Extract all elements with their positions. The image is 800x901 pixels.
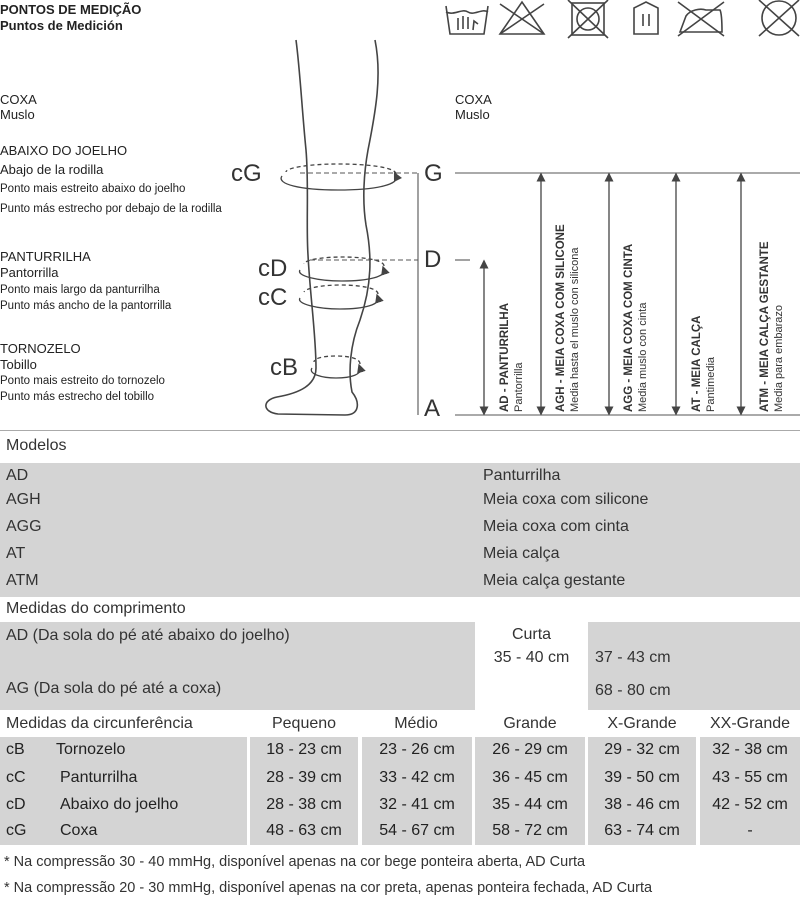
circ-value: 23 - 26 cm [379,741,455,758]
arrow-sub-atm: Media para embarazo [773,304,785,412]
model-name: Panturrilha [483,467,561,484]
circ-value: - [747,822,753,839]
length-row-ad: AD (Da sola do pé até abaixo do joelho) [6,627,290,644]
divider [0,430,800,431]
length-letter-a: A [424,395,441,422]
arrow-label-agg: AGG - MEIA COXA COM CINTA [623,243,635,412]
right-coxa-es: Muslo [455,107,490,122]
circ-value: 63 - 74 cm [604,822,680,839]
right-coxa-pt: COXA [455,92,492,107]
circ-value: 33 - 42 cm [379,769,455,786]
point-calf-es: Pantorrilla [0,265,59,280]
circ-code: cD [6,796,26,813]
circ-header: Medidas da circunferência [6,715,193,732]
model-name: Meia calça gestante [483,572,626,589]
circ-value: 48 - 63 cm [266,822,342,839]
model-code: AT [6,545,26,562]
circ-code: cG [6,822,27,839]
size-header: XX-Grande [709,715,791,732]
circ-header-row [0,712,800,736]
circ-name: Panturrilha [60,769,138,786]
length-ag-value: 68 - 80 cm [595,682,671,699]
circ-code: cC [6,769,26,786]
circ-value: 35 - 44 cm [492,796,568,813]
footnote: * Na compressão 30 - 40 mmHg, disponível apenas na cor bege ponteira aberta, AD Curta [4,854,586,870]
point-ankle-desc-pt: Ponto mais estreito do tornozelo [0,375,165,387]
no-bleach-icon [500,2,544,34]
model-name: Meia coxa com cinta [483,518,629,535]
circ-name: Tornozelo [56,741,126,758]
circ-value: 43 - 55 cm [712,769,788,786]
arrow-sub-agg: Media muslo con cinta [637,302,649,412]
circ-label-cg: cG [231,160,262,187]
point-ankle-es: Tobillo [0,357,37,372]
size-header: Médio [394,715,438,732]
line-dry-icon [634,2,658,34]
circ-name: Coxa [60,822,98,839]
model-code: ATM [6,572,39,589]
circ-label-cb: cB [270,354,299,381]
length-guide-lines [300,173,800,415]
circ-name: Abaixo do joelho [60,796,179,813]
point-calf-desc-es: Punto más ancho de la pantorrilla [0,300,172,312]
circ-value: 18 - 23 cm [266,741,342,758]
no-tumble-dry-icon [568,0,608,38]
length-curta-value: 35 - 40 cm [493,649,570,666]
point-knee-pt: ABAIXO DO JOELHO [0,143,128,158]
circ-value: 39 - 50 cm [604,769,680,786]
circ-value: 36 - 45 cm [492,769,568,786]
point-calf-pt: PANTURRILHA [0,249,91,264]
models-table [0,463,800,597]
model-name: Meia coxa com silicone [483,491,649,508]
diagram-subtitle: Puntos de Medición [0,18,123,33]
arrow-label-at: AT - MEIA CALÇA [691,315,703,412]
circ-ellipses [281,164,396,378]
model-name: Meia calça [483,545,560,562]
point-calf-desc-pt: Ponto mais largo da panturrilha [0,284,160,296]
length-letter-d: D [424,246,442,273]
point-ankle-pt: TORNOZELO [0,341,81,356]
circ-table [0,737,800,845]
circ-value: 28 - 38 cm [266,796,342,813]
length-row-ag: AG (Da sola do pé até a coxa) [6,680,222,697]
length-header-row [0,597,800,621]
circ-value: 28 - 39 cm [266,769,342,786]
model-code: AGG [6,518,42,535]
circ-code: cB [6,741,25,758]
no-iron-icon [678,2,724,36]
circ-value: 54 - 67 cm [379,822,455,839]
length-letter-g: G [424,160,443,187]
model-code: AD [6,467,29,484]
size-header: Pequeno [271,715,337,732]
circ-value: 38 - 46 cm [604,796,680,813]
arrow-label-agh: AGH - MEIA COXA COM SILICONE [555,224,567,412]
circ-value: 58 - 72 cm [492,822,568,839]
size-header: Grande [503,715,557,732]
hand-wash-icon [446,6,488,34]
arrow-sub-at: Pantimedia [705,356,717,412]
point-coxa-es: Muslo [0,107,35,122]
arrow-sub-ad: Pantorrilla [513,362,525,412]
length-ad-value: 37 - 43 cm [595,649,671,666]
model-code: AGH [6,491,41,508]
no-dry-clean-icon [759,0,799,36]
length-curta-label: Curta [511,626,552,643]
point-knee-es: Abajo de la rodilla [0,162,104,177]
point-knee-desc-es: Punto más estrecho por debajo de la rodilla [0,203,222,215]
circ-value: 32 - 41 cm [379,796,455,813]
length-table [0,622,800,710]
diagram-title: PONTOS DE MEDIÇÃO [0,2,142,17]
leg-outline [266,40,378,415]
point-coxa-pt: COXA [0,92,37,107]
circ-label-cc: cC [258,284,288,311]
circ-value: 42 - 52 cm [712,796,788,813]
footnote: * Na compressão 20 - 30 mmHg, disponível apenas na cor preta, apenas ponteira fechada, AD Curta [4,880,653,896]
length-header: Medidas do comprimento [6,600,186,617]
point-knee-desc-pt: Ponto mais estreito abaixo do joelho [0,183,186,195]
measurement-diagram [0,0,800,430]
point-ankle-desc-es: Punto más estrecho del tobillo [0,391,155,403]
size-header: X-Grande [607,715,677,732]
circ-value: 32 - 38 cm [712,741,788,758]
arrow-sub-agh: Media hasta el muslo con silicona [569,247,581,412]
arrow-label-ad: AD - PANTURRILHA [499,302,511,412]
models-header: Modelos [6,437,67,454]
models-header-row [0,434,800,460]
arrow-label-atm: ATM - MEIA CALÇA GESTANTE [759,241,771,412]
circ-value: 26 - 29 cm [492,741,568,758]
circ-value: 29 - 32 cm [604,741,680,758]
circ-label-cd: cD [258,255,288,282]
